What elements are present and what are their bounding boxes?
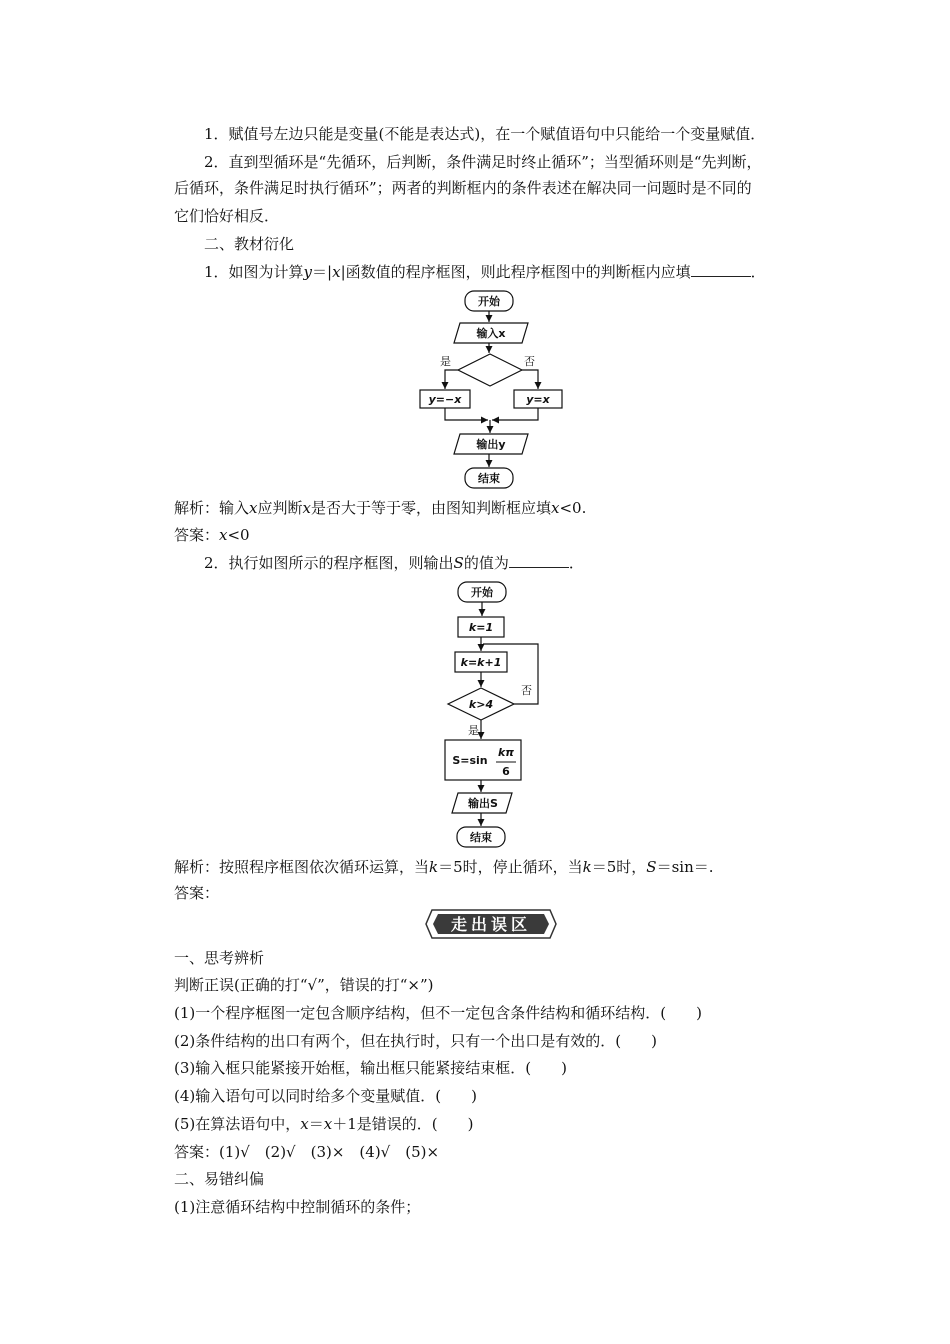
j5-x1: x: [300, 1115, 309, 1133]
judge-instruction: 判断正误(正确的打“√”，错误的打“×”): [174, 976, 434, 994]
judge-item-3: (3)输入框只能紧接开始框，输出框只能紧接结束框．( ): [174, 1059, 567, 1077]
answer-2: 答案：: [174, 884, 220, 902]
section-textbook: 二、教材衍化: [204, 235, 295, 253]
fc2-init-label: k=1: [468, 621, 494, 634]
fc2-output-label: 输出S: [468, 797, 498, 810]
sol2-s: S: [646, 858, 657, 876]
q2-a: 2．执行如图所示的程序框图，则输出: [204, 554, 454, 572]
q1-var-x: x: [332, 263, 341, 281]
note-1: 1．赋值号左边只能是变量(不能是表达式)，在一个赋值语句中只能给一个变量赋值．: [204, 125, 766, 143]
fc2-incr-label: k=k+1: [460, 656, 502, 669]
answer-blank-2: [509, 553, 569, 568]
sol2-k1: k: [429, 858, 439, 876]
fc2-assign-denominator: 6: [502, 765, 510, 778]
fc1-output-label: 输出y: [476, 438, 506, 451]
judge-item-1: (1)一个程序框图一定包含顺序结构，但不一定包含条件结构和循环结构．( ): [174, 1004, 702, 1022]
sol2-d: ＝sin＝.: [656, 858, 714, 876]
q2-end: ．: [568, 554, 584, 572]
error-item-1: (1)注意循环结构中控制循环的条件；: [174, 1198, 421, 1216]
sol1-b: 应判断: [257, 499, 303, 517]
fc1-no-label: 否: [524, 355, 535, 368]
flowchart-1: [410, 286, 570, 494]
sol2-a: 解析：按照程序框图依次循环运算，当: [174, 858, 430, 876]
fc2-cond-label: k>4: [468, 698, 494, 711]
banner-text: 走出误区: [450, 915, 532, 934]
fc1-yes-label: 是: [440, 355, 451, 368]
answer-blank: [691, 262, 751, 277]
question-1: [204, 262, 766, 282]
note-2-line-2: 后循环，条件满足时执行循环”；两者的判断框内的条件表述在解决同一问题时是不同的: [174, 179, 752, 197]
flowchart-2: [430, 578, 560, 852]
ans1-x: x: [219, 526, 228, 544]
fc1-input-label: 输入x: [476, 327, 506, 340]
sol1-x2: x: [302, 499, 311, 517]
fc2-assign-numerator: kπ: [497, 746, 515, 759]
judge-item-5: [174, 1114, 473, 1134]
section-banner: [424, 906, 558, 942]
sol2-c: ＝5时，: [591, 858, 647, 876]
question-2: [204, 553, 584, 573]
q1-text-a: 1．如图为计算: [204, 263, 304, 281]
fc1-right-label: y=x: [526, 393, 550, 406]
answer-1: [174, 525, 250, 545]
j5-a: (5)在算法语句中，: [174, 1115, 301, 1133]
j5-c: ＋1是错误的．( ): [332, 1115, 474, 1133]
judge-item-4: (4)输入语句可以同时给多个变量赋值．( ): [174, 1087, 477, 1105]
j5-x2: x: [323, 1115, 333, 1133]
sol2-k2: k: [582, 858, 592, 876]
sol1-c: 是否大于等于零，由图知判断框应填: [310, 499, 551, 517]
fc1-start-label: 开始: [478, 295, 500, 308]
fc1-end-label: 结束: [478, 472, 500, 485]
sol2-b: ＝5时，停止循环，当: [438, 858, 583, 876]
fc2-start-label: 开始: [471, 586, 493, 599]
ans1-value: <0: [227, 526, 250, 544]
q2-s: S: [453, 554, 464, 572]
q2-b: 的值为: [463, 554, 509, 572]
fc1-decision-diamond: [458, 354, 522, 386]
judge-answers: 答案：(1)√ (2)√ (3)× (4)√ (5)×: [174, 1143, 440, 1161]
section-thinking: 一、思考辨析: [174, 949, 265, 967]
sol1-x3: x: [550, 499, 560, 517]
fc2-yes-label: 是: [468, 724, 479, 737]
section-error-correction: 二、易错纠偏: [174, 1170, 265, 1188]
q1-text-c: |函数值的程序框图，则此程序框图中的判断框内应填: [340, 263, 691, 281]
q1-var-y: y: [303, 263, 313, 281]
judge-item-2: (2)条件结构的出口有两个，但在执行时，只有一个出口是有效的．( ): [174, 1032, 657, 1050]
solution-2: [174, 857, 714, 877]
ans1-label: 答案：: [174, 526, 220, 544]
note-2-line-3: 它们恰好相反．: [174, 207, 280, 225]
solution-1: [174, 498, 586, 518]
fc2-assign-sin: S=sin: [452, 754, 488, 767]
j5-b: ＝: [308, 1115, 324, 1133]
q1-text-b: ＝|: [312, 263, 333, 281]
sol1-d: <0.: [559, 499, 587, 517]
fc1-left-label: y=−x: [428, 393, 462, 406]
fc2-no-label: 否: [521, 684, 532, 697]
sol1-x1: x: [249, 499, 258, 517]
q1-end: ．: [750, 263, 766, 281]
note-2-line-1: 2．直到型循环是“先循环，后判断，条件满足时终止循环”；当型循环则是“先判断，: [204, 153, 762, 171]
sol1-a: 解析：输入: [174, 499, 250, 517]
fc2-end-label: 结束: [470, 831, 492, 844]
